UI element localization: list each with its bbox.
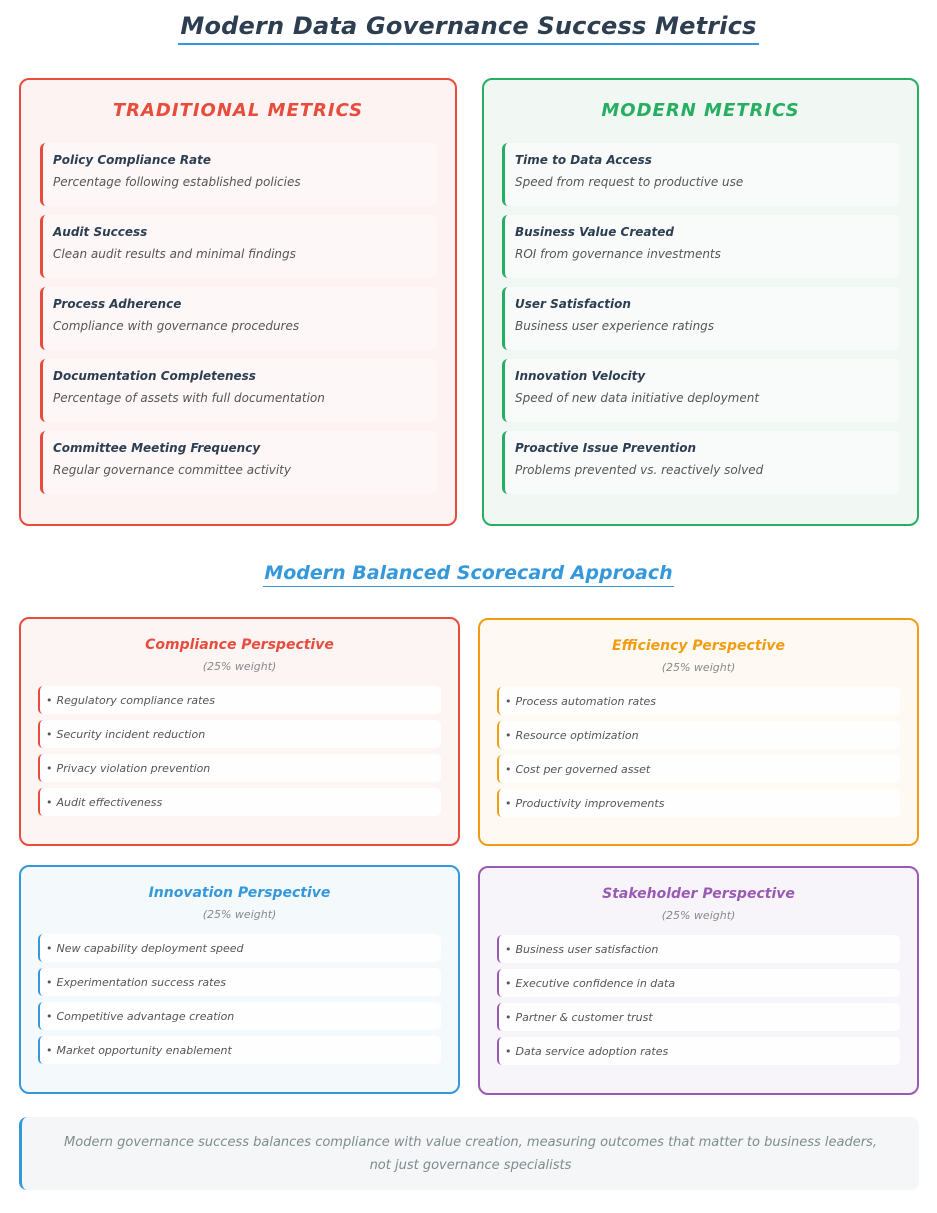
metric-title: User Satisfaction: [515, 297, 631, 311]
item-label: Cost per governed asset: [515, 762, 651, 776]
bullet: •: [505, 976, 512, 990]
bullet: •: [46, 761, 53, 775]
footer-quote: Modern governance success balances compliance with value creation, measuring outcomes that matter to business leaders, not just governance specialists: [19, 1117, 919, 1190]
bullet: •: [46, 727, 53, 741]
traditional-metrics-heading: TRADITIONAL METRICS: [112, 100, 364, 121]
traditional-metric: [40, 287, 437, 350]
bullet: •: [505, 728, 512, 742]
traditional-metrics-panel: [19, 78, 457, 526]
bullet: •: [505, 694, 512, 708]
perspective-item: [38, 788, 441, 816]
metric-title: Audit Success: [53, 225, 148, 239]
efficiency-perspective-card: [478, 618, 919, 846]
bullet: •: [505, 942, 512, 956]
metric-title: Committee Meeting Frequency: [53, 441, 261, 455]
traditional-metric: [40, 215, 437, 278]
item-label: Executive confidence in data: [515, 976, 676, 990]
item-label: New capability deployment speed: [56, 941, 244, 955]
scorecard-heading: Modern Balanced Scorecard Approach: [263, 562, 673, 587]
perspective-item: [497, 1003, 900, 1031]
perspective-item: [497, 935, 900, 963]
item-label: Regulatory compliance rates: [56, 693, 215, 707]
modern-metric: [502, 431, 899, 494]
item-label: Competitive advantage creation: [56, 1009, 235, 1023]
modern-metric: [502, 287, 899, 350]
metric-title: Policy Compliance Rate: [53, 153, 212, 167]
traditional-metric: [40, 431, 437, 494]
metric-desc: Clean audit results and minimal findings: [53, 247, 296, 261]
item-label: Partner & customer trust: [515, 1010, 653, 1024]
perspective-weight: (25% weight): [202, 908, 277, 921]
bullet: •: [46, 693, 53, 707]
scorecard-heading-wrap: [0, 562, 937, 587]
perspective-item: [38, 934, 441, 962]
perspective-item: [497, 755, 900, 783]
modern-metrics-panel: [482, 78, 919, 526]
perspective-item: [497, 687, 900, 715]
innovation-perspective-card: [19, 865, 460, 1094]
perspective-weight: (25% weight): [661, 661, 736, 674]
item-label: Process automation rates: [515, 694, 657, 708]
modern-metric: [502, 143, 899, 206]
item-label: Productivity improvements: [515, 796, 665, 810]
modern-metric: [502, 215, 899, 278]
perspective-title: Efficiency Perspective: [612, 638, 785, 654]
metric-title: Proactive Issue Prevention: [515, 441, 697, 455]
perspective-title: Innovation Perspective: [148, 885, 331, 901]
item-label: Business user satisfaction: [515, 942, 659, 956]
bullet: •: [46, 941, 53, 955]
modern-metrics-heading: MODERN METRICS: [601, 100, 800, 121]
bullet: •: [46, 975, 53, 989]
metric-title: Documentation Completeness: [53, 369, 256, 383]
modern-metric: [502, 359, 899, 422]
stakeholder-perspective-card: [478, 866, 919, 1095]
metric-desc: Compliance with governance procedures: [53, 319, 300, 333]
metric-desc: Speed from request to productive use: [515, 175, 744, 189]
metric-desc: Speed of new data initiative deployment: [515, 391, 760, 405]
item-label: Audit effectiveness: [56, 795, 163, 809]
metric-title: Innovation Velocity: [515, 369, 646, 383]
item-label: Data service adoption rates: [515, 1044, 669, 1058]
metric-title: Time to Data Access: [515, 153, 652, 167]
perspective-item: [38, 968, 441, 996]
perspective-item: [38, 1002, 441, 1030]
bullet: •: [505, 796, 512, 810]
perspective-item: [38, 686, 441, 714]
perspective-title: Compliance Perspective: [145, 637, 334, 653]
metric-title: Business Value Created: [515, 225, 674, 239]
bullet: •: [505, 1044, 512, 1058]
metric-desc: ROI from governance investments: [515, 247, 721, 261]
metric-title: Process Adherence: [53, 297, 182, 311]
perspective-item: [497, 1037, 900, 1065]
item-label: Experimentation success rates: [56, 975, 226, 989]
traditional-metric: [40, 359, 437, 422]
perspective-weight: (25% weight): [202, 660, 277, 673]
page-title: Modern Data Governance Success Metrics: [178, 12, 758, 45]
metric-desc: Percentage following established policies: [53, 175, 301, 189]
metric-desc: Regular governance committee activity: [53, 463, 291, 477]
perspective-title: Stakeholder Perspective: [602, 886, 795, 902]
perspective-item: [38, 754, 441, 782]
perspective-weight: (25% weight): [661, 909, 736, 922]
bullet: •: [505, 1010, 512, 1024]
item-label: Security incident reduction: [56, 727, 206, 741]
bullet: •: [46, 1009, 53, 1023]
perspective-item: [38, 1036, 441, 1064]
perspective-item: [497, 969, 900, 997]
metric-desc: Business user experience ratings: [515, 319, 715, 333]
item-label: Privacy violation prevention: [56, 761, 211, 775]
compliance-perspective-card: [19, 617, 460, 846]
metric-desc: Problems prevented vs. reactively solved: [515, 463, 764, 477]
bullet: •: [505, 762, 512, 776]
page-title-wrap: [0, 12, 937, 45]
perspective-item: [497, 721, 900, 749]
traditional-metric: [40, 143, 437, 206]
bullet: •: [46, 1043, 53, 1057]
item-label: Market opportunity enablement: [56, 1043, 232, 1057]
bullet: •: [46, 795, 53, 809]
perspective-item: [497, 789, 900, 817]
item-label: Resource optimization: [515, 728, 639, 742]
perspective-item: [38, 720, 441, 748]
metric-desc: Percentage of assets with full documentation: [53, 391, 325, 405]
